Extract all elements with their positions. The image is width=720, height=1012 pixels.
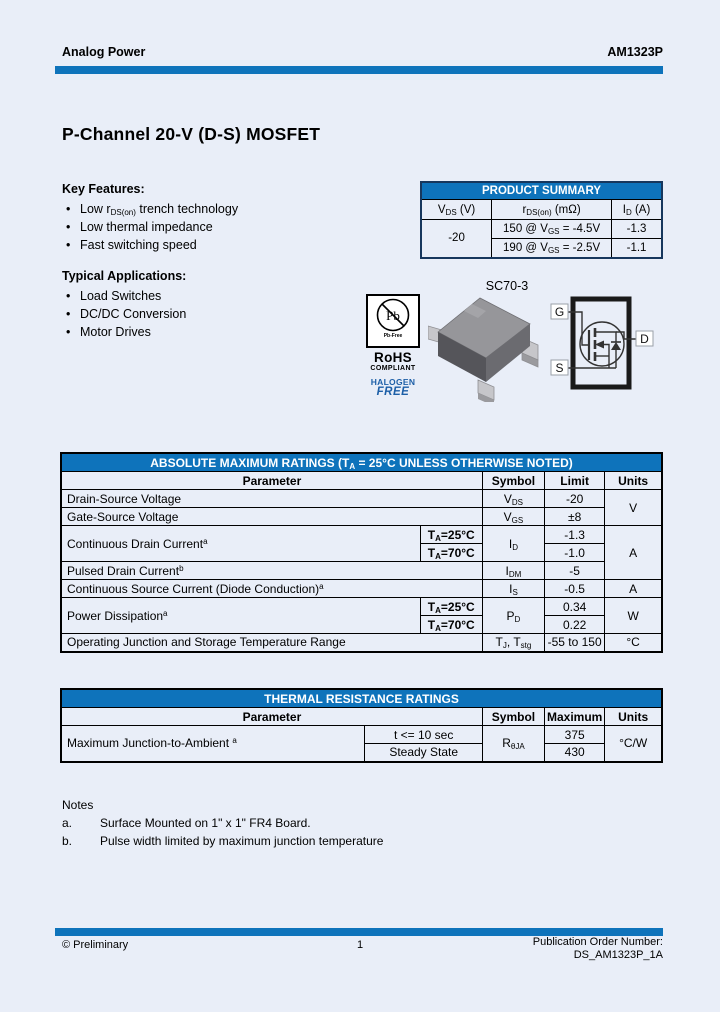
amr-header-limit: Limit bbox=[545, 472, 605, 490]
feature-text: • Fast switching speed bbox=[80, 238, 197, 252]
company-name: Analog Power bbox=[62, 45, 146, 59]
publication-order-label: Publication Order Number: bbox=[532, 936, 663, 948]
maximum-cell: 375 bbox=[545, 726, 605, 744]
application-text: • Motor Drives bbox=[80, 325, 151, 339]
gate-pin-label: G bbox=[554, 305, 565, 319]
note-label: a. bbox=[62, 816, 73, 830]
symbol-cell: $T_J$, $T_{stg}$ bbox=[482, 634, 544, 652]
amr-header-symbol: Symbol bbox=[482, 472, 544, 490]
note-item bbox=[62, 832, 383, 850]
table-row bbox=[61, 562, 662, 580]
table-row bbox=[61, 634, 662, 652]
param-cell: Gate-Source Voltage bbox=[61, 508, 482, 526]
footer-copyright: © Preliminary bbox=[62, 939, 129, 951]
limit-cell: -20 bbox=[545, 490, 605, 508]
units-cell: A bbox=[605, 526, 662, 580]
maximum-cell: 430 bbox=[545, 744, 605, 762]
condition-cell: t <= 10 sec bbox=[365, 726, 482, 744]
application-text: • DC/DC Conversion bbox=[80, 307, 187, 321]
feature-item bbox=[62, 200, 412, 218]
rohs-compliant-label: COMPLIANT bbox=[370, 365, 416, 373]
symbol-cell: $P_D$ bbox=[482, 598, 544, 634]
package-name: SC70-3 bbox=[485, 279, 529, 293]
thermal-title: THERMAL RESISTANCE RATINGS bbox=[61, 689, 662, 708]
table-row bbox=[61, 726, 662, 744]
svg-text:Pb: Pb bbox=[386, 308, 400, 323]
table-row bbox=[61, 508, 662, 526]
table-row bbox=[61, 598, 662, 616]
table-row bbox=[61, 526, 662, 544]
package-3d-icon bbox=[428, 296, 548, 402]
param-cell: Power Dissipation$^a$ bbox=[61, 598, 420, 634]
mosfet-symbol bbox=[548, 284, 666, 398]
thermal-header-symbol: Symbol bbox=[482, 708, 544, 726]
param-cell: Continuous Source Current (Diode Conduction)$^a$ bbox=[61, 580, 482, 598]
application-item bbox=[62, 323, 412, 341]
rohs-logo bbox=[364, 294, 422, 399]
footer-publication bbox=[533, 936, 663, 962]
pb-free-icon bbox=[366, 294, 420, 348]
units-cell: A bbox=[605, 580, 662, 598]
condition-cell: $T_A=25^\circ C$ bbox=[420, 598, 482, 616]
col-header-vds: $V_{DS}$ (V) bbox=[421, 200, 492, 220]
feature-item bbox=[62, 218, 412, 236]
param-cell: Maximum Junction-to-Ambient $^a$ bbox=[61, 726, 365, 762]
feature-text: • Low thermal impedance bbox=[80, 220, 213, 234]
halogen-label: HALOGEN bbox=[370, 376, 416, 387]
applications-heading: Typical Applications: bbox=[62, 269, 187, 283]
note-label: b. bbox=[62, 834, 73, 848]
key-features-section bbox=[62, 180, 412, 254]
notes-section bbox=[62, 796, 383, 850]
thermal-header-parameter: Parameter bbox=[61, 708, 482, 726]
limit-cell: 0.34 bbox=[545, 598, 605, 616]
id-cell: -1.1 bbox=[612, 239, 662, 258]
header-rule bbox=[55, 66, 663, 74]
param-cell: Continuous Drain Current$^a$ bbox=[61, 526, 420, 562]
symbol-cell: $I_D$ bbox=[482, 526, 544, 562]
note-item bbox=[62, 814, 383, 832]
symbol-cell: $R_{\theta JA}$ bbox=[482, 726, 544, 762]
units-cell: °C/W bbox=[605, 726, 662, 762]
units-cell: °C bbox=[605, 634, 662, 652]
rdson-cell: 190 @ $V_{GS} = -2.5V$ bbox=[492, 239, 612, 258]
symbol-cell: $V_{DS}$ bbox=[482, 490, 544, 508]
applications-section bbox=[62, 267, 412, 341]
symbol-cell: $I_{DM}$ bbox=[482, 562, 544, 580]
feature-text: • Low $r_{DS(on)}$ trench technology bbox=[80, 202, 239, 217]
key-features-heading: Key Features: bbox=[62, 182, 145, 196]
amr-title: ABSOLUTE MAXIMUM RATINGS ($T_A = 25^\circ C$ UNLESS OTHERWISE NOTED) bbox=[61, 453, 662, 472]
units-cell: V bbox=[605, 490, 662, 526]
page-title: P-Channel 20-V (D-S) MOSFET bbox=[62, 124, 321, 144]
param-cell: Operating Junction and Storage Temperature Range bbox=[61, 634, 482, 652]
thermal-header-maximum: Maximum bbox=[545, 708, 605, 726]
rdson-cell: 150 @ $V_{GS} = -4.5V$ bbox=[492, 220, 612, 239]
limit-cell: -0.5 bbox=[545, 580, 605, 598]
footer-page-number: 1 bbox=[356, 939, 364, 951]
amr-header-parameter: Parameter bbox=[61, 472, 482, 490]
limit-cell: ±8 bbox=[545, 508, 605, 526]
id-cell: -1.3 bbox=[612, 220, 662, 239]
units-cell: W bbox=[605, 598, 662, 634]
thermal-header-units: Units bbox=[605, 708, 662, 726]
product-summary-title: PRODUCT SUMMARY bbox=[421, 182, 662, 200]
param-cell: Pulsed Drain Current$^b$ bbox=[61, 562, 482, 580]
symbol-cell: $V_{GS}$ bbox=[482, 508, 544, 526]
limit-cell: -55 to 150 bbox=[545, 634, 605, 652]
col-header-id: $I_D$ (A) bbox=[612, 200, 662, 220]
part-number: AM1323P bbox=[607, 45, 663, 59]
amr-header-units: Units bbox=[605, 472, 662, 490]
absolute-maximum-ratings-table bbox=[60, 452, 663, 653]
pb-free-label: Pb-Free bbox=[383, 333, 403, 339]
application-item bbox=[62, 287, 412, 305]
condition-cell: $T_A=25^\circ C$ bbox=[420, 526, 482, 544]
condition-cell: $T_A=70^\circ C$ bbox=[420, 616, 482, 634]
note-text: Surface Mounted on 1" x 1" FR4 Board. bbox=[100, 816, 311, 830]
col-header-rdson: $r_{DS(on)}$ (mΩ) bbox=[492, 200, 612, 220]
param-cell: Drain-Source Voltage bbox=[61, 490, 482, 508]
limit-cell: 0.22 bbox=[545, 616, 605, 634]
application-item bbox=[62, 305, 412, 323]
footer-rule bbox=[55, 928, 663, 936]
application-text: • Load Switches bbox=[80, 289, 162, 303]
limit-cell: -1.0 bbox=[545, 544, 605, 562]
limit-cell: -5 bbox=[545, 562, 605, 580]
symbol-cell: $I_S$ bbox=[482, 580, 544, 598]
condition-cell: $T_A=70^\circ C$ bbox=[420, 544, 482, 562]
table-row bbox=[61, 580, 662, 598]
vds-value-cell: -20 bbox=[421, 220, 492, 258]
rohs-label: RoHS bbox=[374, 350, 412, 365]
product-summary-table bbox=[420, 181, 663, 259]
drain-pin-label: D bbox=[640, 332, 649, 346]
thermal-resistance-table bbox=[60, 688, 663, 763]
condition-cell: Steady State bbox=[365, 744, 482, 762]
limit-cell: -1.3 bbox=[545, 526, 605, 544]
feature-item bbox=[62, 236, 412, 254]
source-pin-label: S bbox=[555, 361, 564, 375]
note-text: Pulse width limited by maximum junction temperature bbox=[100, 834, 384, 848]
publication-order-number: DS_AM1323P_1A bbox=[573, 949, 663, 961]
notes-heading: Notes bbox=[62, 798, 94, 812]
halogen-free-label: FREE bbox=[376, 386, 410, 399]
table-row bbox=[61, 490, 662, 508]
